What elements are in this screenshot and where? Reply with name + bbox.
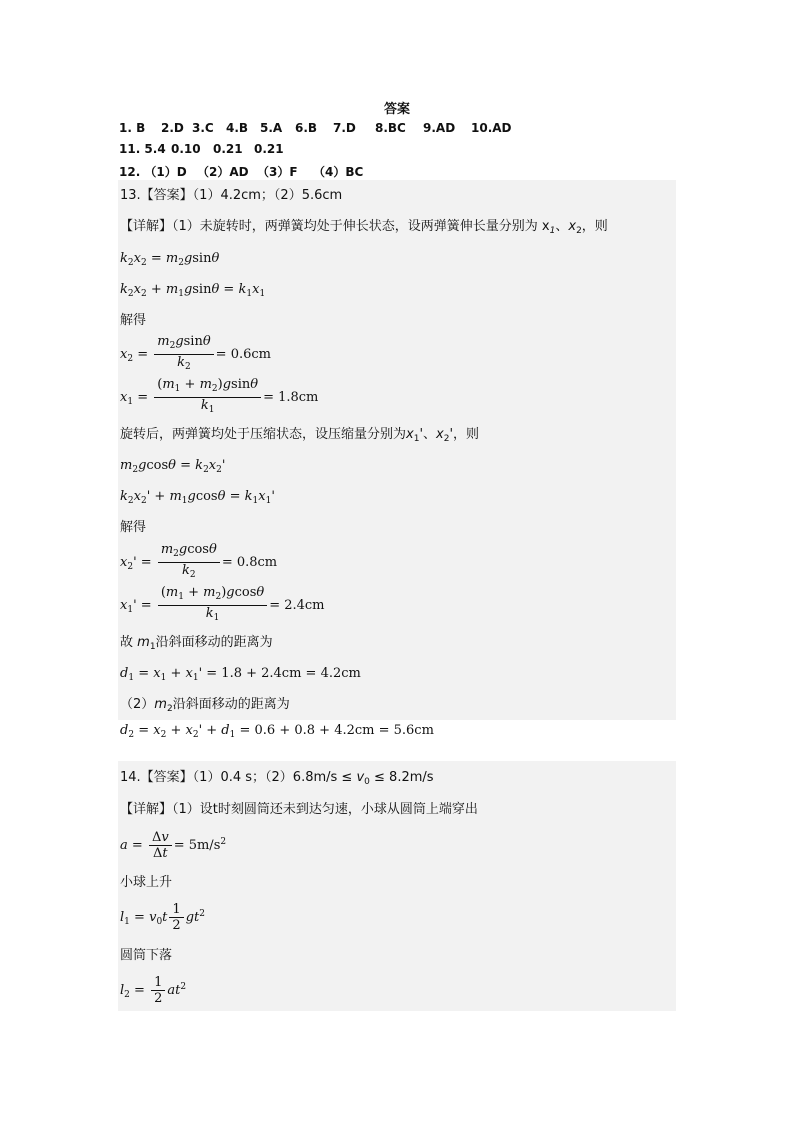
q13-detail-intro: 【详解】（1）未旋转时，两弹簧均处于伸长状态，设两弹簧伸长量分别为 $x_1$、$x_2$，则 — [120, 219, 608, 236]
tube-down-label: 圆筒下落 — [120, 948, 173, 963]
text: 沿斜面移动的距离为 — [172, 697, 290, 712]
answer-item: 9.AD — [423, 121, 456, 135]
answer-item: 10.AD — [471, 121, 512, 135]
equation: $m_2gcos\theta = k_2x_2'$ — [120, 458, 226, 475]
ball-up-label: 小球上升 — [120, 875, 173, 890]
move-m1: 故 $m_1$沿斜面移动的距离为 — [120, 635, 273, 652]
value: = 5m/s — [173, 838, 221, 853]
equation-a: a = $\frac{\Delta v}{\Delta t}$ = $5m/s^2$ — [120, 830, 227, 861]
equation-x2p: $x_2'$ = $\frac{m_2gcos\theta}{k_2}$ = 0.8cm — [120, 542, 277, 583]
text: ≤ 8.2m/s — [369, 770, 434, 785]
fraction: $\frac{m_2gcos\theta}{k_2}$ — [158, 542, 220, 583]
answer-item: 0.21 — [213, 142, 243, 156]
text: （2） — [120, 697, 155, 712]
equation: $k_2x_2 = m_2gsin\theta$ — [120, 251, 220, 268]
answer-item: 4.B — [226, 121, 249, 135]
answer-row-1 — [119, 121, 512, 135]
part2-intro: $(2)m_2$沿斜面移动的距离为 — [120, 697, 290, 714]
value: = 0.6 + 0.8 + 4.2cm = 5.6cm — [239, 723, 434, 738]
equation-l1: $l_1 = v_0t$ $\frac{1}{2}$ $gt^2$ — [120, 902, 205, 933]
answer-item: 2.D — [161, 121, 184, 135]
equation-d2: $d_2 = x_2 + x_2' + d_1 = 0.6 + 0.8 + 4.2cm = 5.6cm$ — [120, 723, 434, 740]
q14-answer: 14.【答案】（1）0.4 s；$(2)6.8m/s \le v_0 \le 8.2m/s$ — [120, 770, 434, 787]
value: = 0.8cm — [221, 555, 278, 570]
answer-row-3 — [119, 163, 363, 180]
value: = 1.8 + 2.4cm = 4.2cm — [206, 666, 361, 681]
text: ，则 — [453, 427, 480, 442]
q14-detail: 【详解】（1）设t时刻圆筒还未到达匀速，小球从圆筒上端穿出 — [120, 802, 478, 817]
answer-item: （4）BC — [313, 165, 364, 179]
answer-item: 6.B — [295, 121, 318, 135]
fraction: $\frac{m_2gsin\theta}{k_2}$ — [154, 334, 213, 375]
answer-item: 11. 5.4 — [119, 142, 166, 156]
answer-row-2 — [119, 142, 284, 156]
equation-x1: $x_1$ = $\frac{(m_1 + m_2)gsin\theta}{k_1}$ = 1.8cm — [120, 377, 318, 418]
equation: $k_2x_2' + m_1gcos\theta = k_1x_1'$ — [120, 489, 275, 506]
answer-item: 0.10 — [171, 142, 201, 156]
text: 沿斜面移动的距离为 — [155, 635, 273, 650]
answer-item: （3）F — [257, 165, 298, 179]
value: = 1.8cm — [263, 390, 319, 405]
q14-solution-block — [118, 761, 676, 1011]
equation: $k_2x_2 + m_1gsin\theta = k_1x_1$ — [120, 282, 266, 299]
text: 14.【答案】（1）0.4 s；（2）6.8m/s ≤ — [120, 770, 357, 785]
answer-item: 0.21 — [254, 142, 284, 156]
answer-item: 12. （1）D — [119, 165, 187, 179]
fraction: $\frac{(m_1 + m_2)gsin\theta}{k_1}$ — [154, 377, 261, 418]
text: ，则 — [581, 219, 608, 234]
page-title: 答案 — [383, 102, 410, 117]
equation-x1p: $x_1'$ = $\frac{(m_1 + m_2)gcos\theta}{k_1}$ = 2.4cm — [120, 585, 325, 626]
answer-item: 3.C — [192, 121, 214, 135]
fraction: $\frac{1}{2}$ — [151, 975, 165, 1006]
text: 旋转后，两弹簧均处于压缩状态，设压缩量分别为 — [120, 427, 407, 442]
rotated-intro: 旋转后，两弹簧均处于压缩状态，设压缩量分别为$x_1'$、$x_2'$，则 — [120, 427, 480, 444]
fraction: $\frac{(m_1 + m_2)gcos\theta}{k_1}$ — [158, 585, 267, 626]
fraction: $\frac{\Delta v}{\Delta t}$ — [149, 830, 172, 861]
value: = 0.6cm — [215, 347, 271, 362]
value: = 2.4cm — [269, 598, 325, 613]
equation-x2: $x_2$ = $\frac{m_2gsin\theta}{k_2}$ = 0.6cm — [120, 334, 271, 375]
answer-item: 1. B — [119, 121, 146, 135]
text: 【详解】（1）未旋转时，两弹簧均处于伸长状态，设两弹簧伸长量分别为 x — [120, 219, 550, 234]
q13-answer: 13.【答案】（1）4.2cm；（2）5.6cm — [120, 188, 343, 203]
answer-item: （2）AD — [197, 165, 249, 179]
answer-item: 7.D — [333, 121, 356, 135]
jiede-label: 解得 — [120, 520, 147, 535]
jiede-label: 解得 — [120, 313, 147, 328]
answer-item: 8.BC — [375, 121, 406, 135]
equation-l2: $l_2$ = $\frac{1}{2}$ $at^2$ — [120, 975, 187, 1006]
answer-item: 5.A — [260, 121, 283, 135]
text: 故 — [120, 635, 134, 650]
fraction: $\frac{1}{2}$ — [169, 902, 183, 933]
equation-d1: $d_1 = x_1 + x_1' = 1.8 + 2.4cm = 4.2cm$ — [120, 666, 361, 683]
